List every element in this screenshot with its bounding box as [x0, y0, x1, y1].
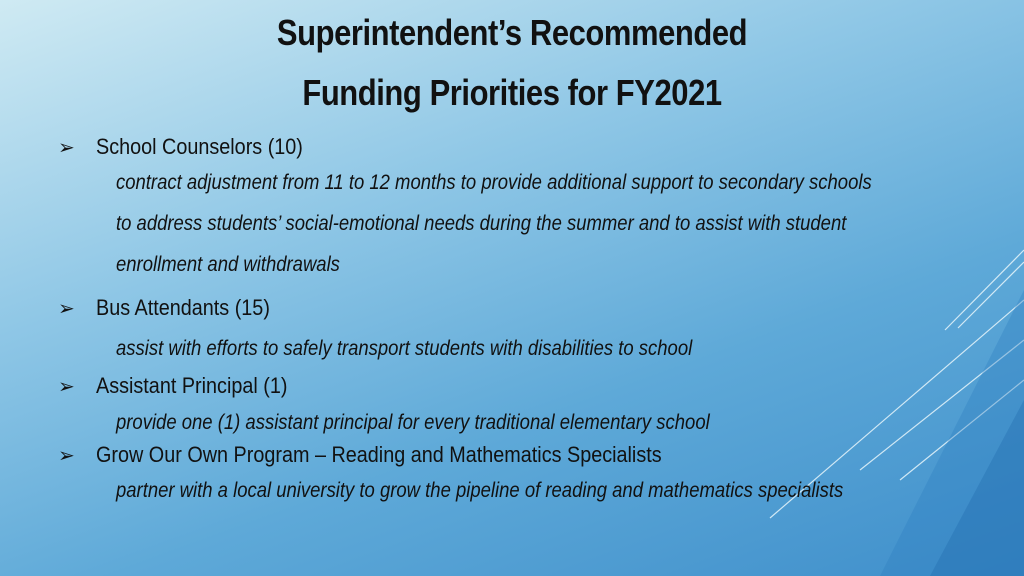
slide-title-line1: Superintendent’s Recommended — [276, 12, 748, 53]
list-item-counselors — [58, 133, 326, 161]
arrow-bullet-icon: ➢ — [58, 136, 75, 159]
item-detail: to address students’ social-emotional needs during the summer and to assist with student — [116, 212, 847, 235]
item-heading: Bus Attendants (15) — [96, 295, 270, 320]
list-item-bus-attendants — [58, 294, 289, 322]
item-heading: Grow Our Own Program – Reading and Mathematics Specialists — [96, 442, 662, 467]
list-item-assistant-principal — [58, 372, 309, 400]
item-detail: contract adjustment from 11 to 12 months to provide additional support to secondary schools — [116, 171, 872, 194]
arrow-bullet-icon: ➢ — [58, 375, 75, 398]
item-heading: School Counselors (10) — [96, 134, 303, 159]
item-heading: Assistant Principal (1) — [96, 373, 288, 398]
arrow-bullet-icon: ➢ — [58, 444, 75, 467]
item-detail: enrollment and withdrawals — [116, 253, 340, 276]
slide-title-line2: Funding Priorities for FY2021 — [302, 72, 722, 113]
item-detail: assist with efforts to safely transport students with disabilities to school — [116, 337, 693, 360]
item-detail: partner with a local university to grow the pipeline of reading and mathematics specialists — [116, 479, 844, 502]
item-detail: provide one (1) assistant principal for every traditional elementary school — [116, 411, 710, 434]
list-item-grow-our-own — [58, 441, 724, 469]
arrow-bullet-icon: ➢ — [58, 297, 75, 320]
